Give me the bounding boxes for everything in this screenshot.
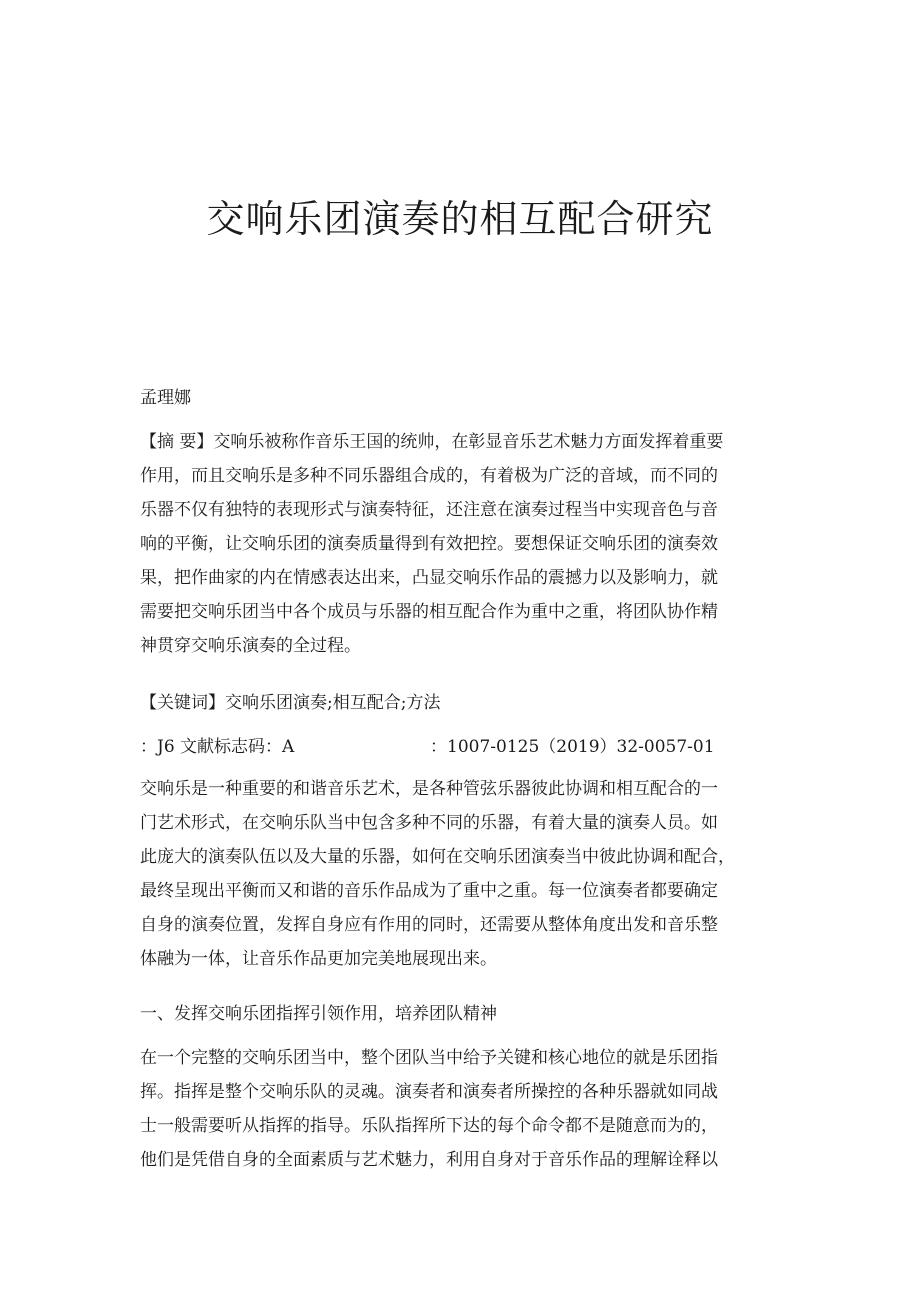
paper-title: 交响乐团演奏的相互配合研究 <box>206 197 714 241</box>
keywords <box>140 686 780 720</box>
abstract-line: 乐器不仅有独特的表现形式与演奏特征，还注意在演奏过程当中实现音色与音 <box>140 500 718 520</box>
abstract-line: 果，把作曲家的内在情感表达出来，凸显交响乐作品的震撼力以及影响力，就 <box>140 568 718 588</box>
abstract-line: 响的平衡，让交响乐团的演奏质量得到有效把控。要想保证交响乐团的演奏效 <box>140 534 718 554</box>
abstract-line: 【摘 要】交响乐被称作音乐王国的统帅，在彰显音乐艺术魅力方面发挥着重要 <box>140 432 724 452</box>
section-1-heading-block <box>140 997 780 1031</box>
paragraph-line: 此庞大的演奏队伍以及大量的乐器，如何在交响乐团演奏当中彼此协调和配合， <box>140 847 735 867</box>
paragraph-line: 士一般需要听从指挥的指导。乐队指挥所下达的每个命令都不是随意而为的， <box>140 1116 718 1136</box>
section-heading: 一、发挥交响乐团指挥引领作用，培养团队精神 <box>140 1004 497 1024</box>
article-number: ：1007-0125（2019）32-0057-01 <box>430 737 715 757</box>
abstract-line: 作用，而且交响乐是多种不同乐器组合成的，有着极为广泛的音域，而不同的 <box>140 466 718 486</box>
paragraph-line: 挥。指挥是整个交响乐队的灵魂。演奏者和演奏者所操控的各种乐器就如同战 <box>140 1082 718 1102</box>
abstract-line: 需要把交响乐团当中各个成员与乐器的相互配合作为重中之重，将团队协作精 <box>140 602 718 622</box>
clc-document-code: ：J6 文献标志码：A <box>140 737 295 757</box>
abstract <box>140 425 780 663</box>
intro-paragraph <box>140 772 780 976</box>
paragraph-line: 他们是凭借自身的全面素质与艺术魅力，利用自身对于音乐作品的理解诠释以 <box>140 1150 718 1170</box>
paragraph-line: 门艺术形式，在交响乐队当中包含多种不同的乐器，有着大量的演奏人员。如 <box>140 813 718 833</box>
author-name: 孟理娜 <box>140 388 191 408</box>
paragraph-line: 体融为一体，让音乐作品更加完美地展现出来。 <box>140 949 497 969</box>
paragraph-line: 自身的演奏位置，发挥自身应有作用的同时，还需要从整体角度出发和音乐整 <box>140 915 718 935</box>
keywords-line: 【关键词】交响乐团演奏;相互配合;方法 <box>140 693 441 713</box>
paragraph-line: 交响乐是一种重要的和谐音乐艺术，是各种管弦乐器彼此协调和相互配合的一 <box>140 779 718 799</box>
paragraph-line: 在一个完整的交响乐团当中，整个团队当中给予关键和核心地位的就是乐团指 <box>140 1048 718 1068</box>
abstract-line: 神贯穿交响乐演奏的全过程。 <box>140 636 361 656</box>
section-1-paragraph <box>140 1041 780 1177</box>
paragraph-line: 最终呈现出平衡而又和谐的音乐作品成为了重中之重。每一位演奏者都要确定 <box>140 881 718 901</box>
author-block <box>140 381 780 415</box>
